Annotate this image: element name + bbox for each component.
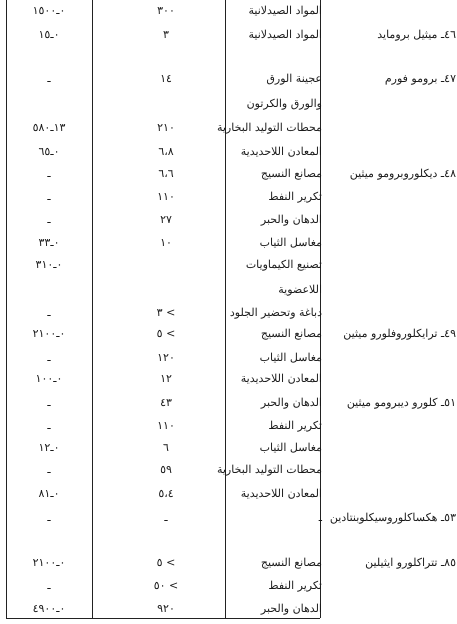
value-cell: ١٠ xyxy=(160,236,172,249)
source-cell: المواد الصيدلانية xyxy=(248,4,322,17)
range-cell: ـ xyxy=(47,396,51,409)
value-cell: > ٥ xyxy=(156,556,176,569)
value-cell: ١٤ xyxy=(160,72,172,85)
compound-cell: ٥٣ـ هكساكلوروسيكلوبنتادين xyxy=(329,511,456,524)
source-cell: مصانع النسيج xyxy=(260,167,322,180)
range-cell: ٠ـ١٥ xyxy=(38,28,60,41)
table-border-left xyxy=(6,0,7,618)
value-cell: ـ xyxy=(164,511,168,524)
range-cell: ـ xyxy=(47,463,51,476)
value-cell: ١٢٠ xyxy=(157,351,175,364)
source-cell: تكرير النفط xyxy=(268,579,322,592)
value-cell: ٣ xyxy=(163,28,169,41)
range-cell: ـ xyxy=(47,579,51,592)
source-cell: مغاسل الثياب xyxy=(259,351,322,364)
source-cell: مغاسل الثياب xyxy=(259,236,322,249)
value-cell: > ٥ xyxy=(156,327,176,340)
source-cell: ـ xyxy=(318,511,322,524)
range-cell: ـ xyxy=(47,190,51,203)
source-cell: محطات التوليد البخارية xyxy=(216,463,322,476)
range-cell: ٠ـ١٥٠٠ xyxy=(32,4,66,17)
source-cell: الدهان والحبر xyxy=(260,213,322,226)
range-cell: ٠ـ٣٣ xyxy=(38,236,60,249)
source-cell: تكرير النفط xyxy=(268,419,322,432)
source-cell: مصانع النسيج xyxy=(260,556,322,569)
source-cell: المعادن اللاحديدية xyxy=(240,145,322,158)
compound-cell: ٤٧ـ برومو فورم xyxy=(384,72,456,85)
value-cell: ٦،٦ xyxy=(158,167,174,180)
compound-cell: ٤٩ـ ترايكلوروفلورو ميثين xyxy=(343,327,456,340)
source-cell: تكرير النفط xyxy=(268,190,322,203)
column-divider-range-value xyxy=(92,0,93,618)
source-cell: دباغة وتحضير الجلود xyxy=(229,306,322,319)
source-cell: والورق والكرتون xyxy=(246,97,322,110)
value-cell: ٥،٤ xyxy=(158,487,174,500)
value-cell: ١١٠ xyxy=(157,190,175,203)
value-cell: ٣٠٠ xyxy=(157,4,175,17)
range-cell: ـ xyxy=(47,419,51,432)
value-cell: ٤٣ xyxy=(160,396,172,409)
range-cell: ـ xyxy=(47,511,51,524)
range-cell: ـ xyxy=(47,351,51,364)
compound-cell: ٤٨ـ ديكلوروبرومو ميثين xyxy=(349,167,456,180)
value-cell: ٢١٠ xyxy=(157,121,175,134)
range-cell: ٠ـ٨١ xyxy=(38,487,60,500)
source-cell: محطات التوليد البخارية xyxy=(216,121,322,134)
range-cell: ٠ـ٣١٠ xyxy=(35,258,63,271)
source-cell: المعادن اللاحديدية xyxy=(240,372,322,385)
source-cell: المواد الصيدلانية xyxy=(248,28,322,41)
value-cell: ٥٩ xyxy=(160,463,172,476)
range-cell: ٠ـ١٢ xyxy=(38,441,60,454)
source-cell: مغاسل الثياب xyxy=(259,441,322,454)
value-cell: > ٣ xyxy=(156,306,176,319)
range-cell: ـ xyxy=(47,213,51,226)
range-cell: ـ xyxy=(47,306,51,319)
value-cell: ١١٠ xyxy=(157,419,175,432)
source-cell: المعادن اللاحديدية xyxy=(240,487,322,500)
source-cell: تصنيع الكيماويات xyxy=(245,258,322,271)
range-cell: ٠ـ٤٩٠٠ xyxy=(32,602,66,615)
source-cell: مصانع النسيج xyxy=(260,327,322,340)
range-cell: ٠ـ١٠٠ xyxy=(35,372,63,385)
compound-cell: ٤٦ـ ميثيل برومايد xyxy=(377,28,456,41)
source-cell: الدهان والحبر xyxy=(260,602,322,615)
range-cell: ٠ـ٢١٠٠ xyxy=(32,556,66,569)
table-bottom-border xyxy=(6,618,320,619)
range-cell: ـ xyxy=(47,72,51,85)
compound-cell: ٨٥ـ تتراكلورو ايثيلين xyxy=(365,556,456,569)
source-cell: الدهان والحبر xyxy=(260,396,322,409)
range-cell: ٠ـ٦٥ xyxy=(38,145,60,158)
source-cell: عجينة الورق xyxy=(266,72,322,85)
range-cell: ٠ـ٢١٠٠ xyxy=(32,327,66,340)
range-cell: ـ xyxy=(47,167,51,180)
value-cell: > ٥٠ xyxy=(153,579,179,592)
source-cell: اللاعضوية xyxy=(278,283,322,296)
value-cell: ٦،٨ xyxy=(158,145,174,158)
value-cell: ٩٢٠ xyxy=(157,602,175,615)
value-cell: ١٢ xyxy=(160,372,172,385)
range-cell: ١٣ـ٥٨٠ xyxy=(32,121,66,134)
value-cell: ٦ xyxy=(163,441,169,454)
value-cell: ٢٧ xyxy=(160,213,172,226)
compound-cell: ٥١ـ كلورو ديبرومو ميثين xyxy=(346,396,456,409)
